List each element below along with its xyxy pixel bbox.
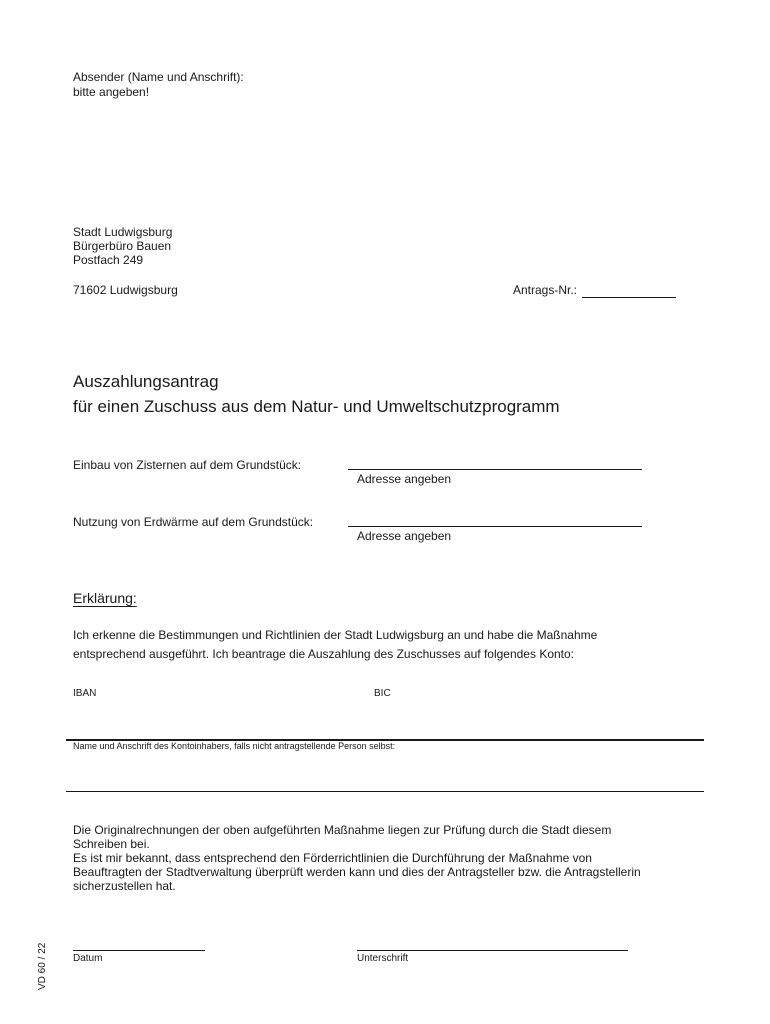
form-code: VD 60 / 22 [37, 942, 48, 990]
iban-label: IBAN [73, 688, 97, 699]
declaration-text-1: Ich erkenne die Bestimmungen und Richtlinien der Stadt Ludwigsburg an und habe die Maßnahme [73, 628, 598, 642]
application-number-label: Antrags-Nr.: [513, 283, 578, 297]
recipient-line-1: Stadt Ludwigsburg [73, 225, 173, 239]
closing-text-4: Beauftragten der Stadtverwaltung überprüft werden kann und dies der Antragsteller bzw. die Antragstellerin [73, 865, 641, 879]
signature-label: Unterschrift [357, 953, 409, 964]
date-label: Datum [73, 953, 103, 964]
closing-text-5: sicherzustellen hat. [73, 879, 176, 893]
measure-cistern-hint: Adresse angeben [357, 472, 452, 486]
account-holder-label: Name und Anschrift des Kontoinhabers, falls nicht antragstellende Person selbst: [73, 741, 396, 751]
closing-text-2: Schreiben bei. [73, 837, 150, 851]
measure-geothermal-label: Nutzung von Erdwärme auf dem Grundstück: [73, 515, 314, 529]
bic-label: BIC [374, 688, 391, 699]
signature-field[interactable] [357, 935, 628, 951]
declaration-text-2: entsprechend ausgeführt. Ich beantrage die Auszahlung des Zuschusses auf folgendes Konto: [73, 647, 575, 661]
measure-geothermal-address-field[interactable] [348, 511, 642, 527]
recipient-line-4: 71602 Ludwigsburg [73, 283, 178, 297]
recipient-line-3: Postfach 249 [73, 253, 144, 267]
application-number-field[interactable] [582, 282, 676, 298]
closing-text-3: Es ist mir bekannt, dass entsprechend den Förderrichtlinien die Durchführung der Maßnahme von [73, 851, 592, 865]
page-subtitle: für einen Zuschuss aus dem Natur- und Umweltschutzprogramm [73, 397, 560, 416]
sender-hint: bitte angeben! [73, 85, 150, 99]
page-title: Auszahlungsantrag [73, 372, 219, 391]
bic-field[interactable] [396, 686, 696, 702]
date-field[interactable] [73, 935, 205, 951]
iban-field[interactable] [105, 686, 360, 702]
measure-geothermal-hint: Adresse angeben [357, 529, 452, 543]
closing-text-1: Die Originalrechnungen der oben aufgeführten Maßnahme liegen zur Prüfung durch die Stadt diesem [73, 823, 612, 837]
declaration-heading: Erklärung: [73, 590, 137, 606]
account-holder-field[interactable] [66, 776, 704, 792]
measure-cistern-address-field[interactable] [348, 454, 642, 470]
measure-cistern-label: Einbau von Zisternen auf dem Grundstück: [73, 458, 302, 472]
sender-label: Absender (Name und Anschrift): [73, 70, 244, 84]
recipient-line-2: Bürgerbüro Bauen [73, 239, 172, 253]
